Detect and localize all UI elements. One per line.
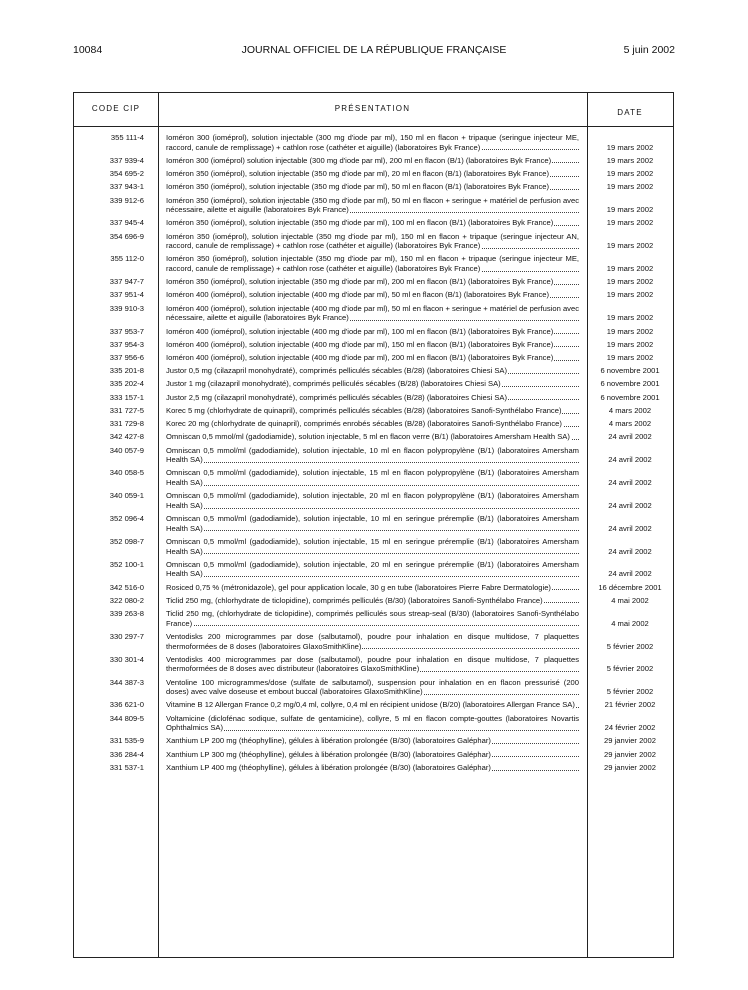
table-row: [74, 182, 673, 192]
date-cell: 19 mars 2002: [606, 218, 654, 228]
table-row: [74, 327, 673, 337]
table-row: [74, 290, 673, 300]
presentation-text: Korec 5 mg (chlorhydrate de quinapril), comprimés pelliculés sécables (B/28) (laboratoires Sanofi-Synthélabo France): [166, 405, 562, 415]
date-cell: 24 février 2002: [604, 723, 656, 733]
date-cell: 4 mai 2002: [611, 595, 649, 605]
presentation-cell: [158, 678, 587, 697]
presentation-text: Vitamine B 12 Allergan France 0,2 mg/0,4 ml, collyre, 0,4 ml en récipient unidose (B/20) (laboratoires Allergan France SA): [166, 700, 575, 710]
date-cell: 21 février 2002: [604, 700, 656, 710]
presentation-text: Ioméron 350 (ioméprol), solution injectable (350 mg d'iode par ml), 200 ml en flacon (B/1) (laboratoires Byk France): [166, 277, 554, 287]
presentation-text: Ioméron 400 (ioméprol), solution injectable (400 mg d'iode par ml), 50 ml en flacon (B/1) (laboratoires Byk France): [166, 290, 549, 300]
presentation-cell: [158, 714, 587, 733]
table-row: [74, 254, 673, 273]
page-number: 10084: [73, 44, 103, 56]
presentation-text: Omniscan 0,5 mmol/ml (gadodiamide), solution injectable, 20 ml en flacon polypropylène (B/1) (laboratoires Amersham Health SA): [166, 491, 579, 510]
presentation-cell: [158, 169, 587, 179]
presentation-cell: [158, 632, 587, 651]
cip-code: 337 943-1: [109, 182, 144, 192]
table-row: [74, 468, 673, 487]
table-row: [74, 750, 673, 760]
date-cell: 19 mars 2002: [606, 313, 654, 323]
dot-leader: [166, 508, 579, 509]
presentation-text: Ioméron 350 (ioméprol), solution injectable (350 mg d'iode par ml), 50 ml en flacon (B/1) (laboratoires Byk France): [166, 182, 549, 192]
table-row: [74, 277, 673, 287]
table-row: [74, 583, 673, 593]
dot-leader: [166, 730, 579, 731]
date-cell: 19 mars 2002: [606, 339, 654, 349]
presentation-text: Omniscan 0,5 mmol/ml (gadodiamide), solution injectable, 20 ml en seringue préremplie (B/1) (laboratoires Amersham Health SA): [166, 559, 579, 579]
table-row: [74, 156, 673, 166]
presentation-cell: [158, 290, 587, 300]
dot-leader: [166, 553, 579, 554]
header-rule: [74, 126, 673, 127]
presentation-text: Ioméron 350 (ioméprol), solution injectable (350 mg d'iode par ml), 150 ml en flacon + tripaque (seringue injecteur AN, raccord, canule de remplissage) + cathlon rose (cathéter et aiguille) (laboratoires Byk France): [166, 231, 579, 251]
table-row: [74, 736, 673, 746]
cip-code: 337 939-4: [109, 155, 144, 165]
date-cell: 5 février 2002: [606, 641, 654, 651]
table-row: [74, 379, 673, 389]
presentation-text: Ioméron 400 (ioméprol), solution injectable (400 mg d'iode par ml), 50 ml en flacon + seringue + matériel de perfusion avec nécessaire, ailette et aiguille (laboratoires Byk France): [166, 303, 579, 323]
presentation-cell: [158, 514, 587, 533]
presentation-cell: [158, 491, 587, 510]
presentation-cell: [158, 366, 587, 376]
cip-code: 352 098-7: [109, 536, 144, 546]
cip-code: 336 284-4: [109, 749, 144, 759]
presentation-text: Ioméron 300 (ioméprol) solution injectable (300 mg d'iode par ml), 200 ml en flacon (B/1) (laboratoires Byk France): [166, 155, 552, 165]
date-cell: 19 mars 2002: [606, 142, 654, 152]
cip-code: 352 100-1: [109, 559, 144, 569]
date-cell: 24 avril 2002: [608, 478, 652, 488]
presentation-text: Xanthium LP 300 mg (théophylline), gélules à libération prolongée (B/30) (laboratoires Galéphar): [166, 749, 491, 759]
presentation-cell: [158, 327, 587, 337]
presentation-cell: [158, 446, 587, 465]
presentation-cell: [158, 432, 587, 442]
date-cell: 24 avril 2002: [608, 569, 652, 579]
table-row: [74, 537, 673, 556]
date-cell: 6 novembre 2001: [600, 392, 660, 402]
cip-code: 355 112-0: [110, 254, 144, 264]
presentation-text: Korec 20 mg (chlorhydrate de quinapril), comprimés enrobés sécables (B/28) (laboratoires Sanofi-Synthélabo France): [166, 419, 562, 429]
cip-code: 331 535-9: [109, 736, 144, 746]
table-row: [74, 406, 673, 416]
dot-leader: [166, 530, 579, 531]
presentation-cell: [158, 763, 587, 773]
presentation-text: Justor 1 mg (cilazapril monohydraté), comprimés pelliculés sécables (B/28) (laboratoires Chiesi SA): [166, 379, 501, 389]
presentation-table: [73, 92, 674, 958]
presentation-text: Omniscan 0,5 mmol/ml (gadodiamide), solution injectable, 15 ml en flacon polypropylène (B/1) (laboratoires Amersham Health SA): [166, 468, 579, 488]
presentation-text: Ventodisks 400 microgrammes par dose (salbutamol), poudre pour inhalation en disque multidose, 7 plaquettes thermoformées de 8 doses avec distributeur (laboratoires GlaxoSmithKline): [166, 654, 579, 674]
presentation-text: Ventoline 100 microgrammes/dose (sulfate de salbutamol), suspension pour inhalation en en flacon pressurisé (200 doses) avec valve doseuse et embout buccal (laboratoires GlaxoSmithKline): [166, 677, 579, 697]
issue-date: 5 juin 2002: [623, 44, 675, 56]
presentation-cell: [158, 196, 587, 215]
presentation-cell: [158, 304, 587, 323]
presentation-cell: [158, 736, 587, 746]
presentation-cell: [158, 596, 587, 606]
presentation-cell: [158, 156, 587, 166]
presentation-text: Justor 0,5 mg (cilazapril monohydraté), comprimés pelliculés sécables (B/28) (laboratoires Chiesi SA): [166, 366, 508, 376]
presentation-cell: [158, 133, 587, 152]
cip-code: 344 809-5: [109, 713, 144, 723]
presentation-text: Ioméron 300 (ioméprol), solution injectable (300 mg d'iode par ml), 150 ml en flacon + tripaque (seringue injecteur ME, raccord, canule de remplissage) + cathlon rose (cathéter et aiguille) (laboratoires Byk France): [166, 133, 579, 152]
presentation-cell: [158, 353, 587, 363]
cip-code: 337 951-4: [109, 290, 144, 300]
presentation-cell: [158, 419, 587, 429]
date-cell: 6 novembre 2001: [600, 366, 660, 376]
table-row: [74, 196, 673, 215]
cip-code: 336 621-0: [109, 700, 144, 710]
presentation-text: Omniscan 0,5 mmol/ml (gadodiamide), solution injectable, 10 ml en flacon polypropylène (B/1) (laboratoires Amersham Health SA): [166, 445, 579, 465]
date-cell: 24 avril 2002: [608, 523, 652, 533]
presentation-cell: [158, 232, 587, 251]
presentation-cell: [158, 340, 587, 350]
presentation-cell: [158, 406, 587, 416]
presentation-cell: [158, 254, 587, 273]
presentation-text: Xanthium LP 200 mg (théophylline), gélules à libération prolongée (B/30) (laboratoires Galéphar): [166, 736, 491, 746]
date-cell: 19 mars 2002: [606, 264, 654, 274]
date-cell: 19 mars 2002: [606, 277, 654, 287]
presentation-text: Ioméron 350 (ioméprol), solution injectable (350 mg d'iode par ml), 50 ml en flacon + seringue + matériel de perfusion avec nécessaire, ailette et aiguille (laboratoires Byk France): [166, 195, 579, 215]
table-row: [74, 304, 673, 323]
presentation-cell: [158, 560, 587, 579]
table-row: [74, 632, 673, 651]
date-cell: 19 mars 2002: [606, 155, 654, 165]
cip-code: 331 729-8: [109, 419, 144, 429]
presentation-cell: [158, 609, 587, 628]
table-row: [74, 714, 673, 733]
cip-code: 337 956-6: [109, 353, 144, 363]
presentation-text: Ioméron 350 (ioméprol), solution injectable (350 mg d'iode par ml), 100 ml en flacon (B/1) (laboratoires Byk France): [166, 218, 554, 228]
date-cell: 24 avril 2002: [608, 455, 652, 465]
cip-code: 331 727-5: [109, 405, 144, 415]
journal-title: JOURNAL OFFICIEL DE LA RÉPUBLIQUE FRANÇAISE: [241, 44, 507, 56]
table-row: [74, 218, 673, 228]
table-body: [74, 133, 673, 776]
presentation-cell: [158, 277, 587, 287]
date-cell: 24 avril 2002: [608, 432, 652, 442]
table-row: [74, 353, 673, 363]
presentation-cell: [158, 218, 587, 228]
date-cell: 29 janvier 2002: [604, 736, 656, 746]
cip-code: 354 695-2: [109, 169, 144, 179]
cip-code: 333 157-1: [109, 392, 144, 402]
presentation-text: Ioméron 400 (ioméprol), solution injectable (400 mg d'iode par ml), 200 ml en flacon (B/1) (laboratoires Byk France): [166, 353, 554, 363]
cip-code: 354 696-9: [109, 231, 144, 241]
presentation-cell: [158, 379, 587, 389]
cip-code: 344 387-3: [109, 677, 144, 687]
presentation-text: Ioméron 350 (ioméprol), solution injectable (350 mg d'iode par ml), 20 ml en flacon (B/1) (laboratoires Byk France): [166, 169, 549, 179]
date-cell: 19 mars 2002: [606, 326, 654, 336]
table-row: [74, 169, 673, 179]
cip-code: 337 945-4: [109, 218, 144, 228]
date-cell: 19 mars 2002: [606, 169, 654, 179]
date-cell: 5 février 2002: [606, 664, 654, 674]
cip-code: 331 537-1: [109, 762, 144, 772]
page-header: [73, 44, 675, 62]
date-cell: 19 mars 2002: [606, 205, 654, 215]
table-row: [74, 560, 673, 579]
table-row: [74, 133, 673, 152]
presentation-cell: [158, 750, 587, 760]
column-header-date: DATE: [617, 108, 643, 117]
cip-code: 337 954-3: [109, 339, 144, 349]
presentation-text: Omniscan 0,5 mmol/ml (gadodiamide), solution injectable, 5 ml en flacon verre (B/1) (laboratoires Amersham Health SA): [166, 432, 570, 442]
table-row: [74, 763, 673, 773]
cip-code: 352 096-4: [109, 514, 144, 524]
table-row: [74, 366, 673, 376]
cip-code: 339 263-8: [109, 609, 144, 619]
presentation-cell: [158, 700, 587, 710]
date-cell: 24 avril 2002: [608, 546, 652, 556]
cip-code: 330 301-4: [109, 654, 144, 664]
date-cell: 29 janvier 2002: [604, 762, 656, 772]
date-cell: 29 janvier 2002: [604, 749, 656, 759]
presentation-text: Ioméron 350 (ioméprol), solution injectable (350 mg d'iode par ml), 150 ml en flacon + tripaque (seringue injecteur ME, raccord, canule de remplissage) + cathlon rose (cathéter et aiguille) (laboratoires Byk France): [166, 254, 579, 274]
presentation-text: Omniscan 0,5 mmol/ml (gadodiamide), solution injectable, 15 ml en seringue préremplie (B/1) (laboratoires Amersham Health SA): [166, 536, 579, 556]
date-cell: 19 mars 2002: [606, 241, 654, 251]
table-row: [74, 609, 673, 628]
column-header-presentation: PRÉSENTATION: [334, 104, 411, 113]
date-cell: 4 mars 2002: [608, 405, 652, 415]
cip-code: 339 910-3: [109, 303, 144, 313]
date-cell: 4 mars 2002: [608, 419, 652, 429]
dot-leader: [166, 462, 579, 463]
column-header-code: CODE CIP: [91, 104, 141, 113]
cip-code: 330 297-7: [109, 631, 144, 641]
presentation-text: Ventodisks 200 microgrammes par dose (salbutamol), poudre pour inhalation en disque multidose, 7 plaquettes thermoformées de 8 doses (laboratoires GlaxoSmithKline): [166, 631, 579, 651]
cip-code: 322 080-2: [109, 595, 144, 605]
presentation-text: Ticlid 250 mg, (chlorhydrate de ticlopidine), comprimés pelliculés (B/30) (laboratoires Sanofi-Synthélabo France): [166, 595, 543, 605]
date-cell: 6 novembre 2001: [600, 379, 660, 389]
cip-code: 339 912-6: [109, 195, 144, 205]
table-row: [74, 596, 673, 606]
cip-code: 337 953-7: [109, 326, 144, 336]
date-cell: 19 mars 2002: [606, 290, 654, 300]
presentation-cell: [158, 393, 587, 403]
presentation-text: Ioméron 400 (ioméprol), solution injectable (400 mg d'iode par ml), 100 ml en flacon (B/1) (laboratoires Byk France): [166, 326, 554, 336]
dot-leader: [166, 576, 579, 577]
table-row: [74, 446, 673, 465]
table-row: [74, 340, 673, 350]
table-row: [74, 700, 673, 710]
table-row: [74, 514, 673, 533]
presentation-cell: [158, 583, 587, 593]
presentation-cell: [158, 537, 587, 556]
cip-code: 340 057-9: [109, 445, 144, 455]
presentation-text: Justor 2,5 mg (cilazapril monohydraté), comprimés pelliculés sécables (B/28) (laboratoires Chiesi SA): [166, 392, 508, 402]
dot-leader: [166, 625, 579, 626]
presentation-cell: [158, 182, 587, 192]
presentation-text: Ioméron 400 (ioméprol), solution injectable (400 mg d'iode par ml), 150 ml en flacon (B/1) (laboratoires Byk France): [166, 339, 554, 349]
table-row: [74, 232, 673, 251]
cip-code: 335 201-8: [109, 366, 144, 376]
date-cell: 19 mars 2002: [606, 353, 654, 363]
presentation-cell: [158, 655, 587, 674]
table-row: [74, 393, 673, 403]
date-cell: 24 avril 2002: [608, 500, 652, 510]
table-row: [74, 432, 673, 442]
cip-code: 342 427-8: [109, 432, 144, 442]
presentation-text: Xanthium LP 400 mg (théophylline), gélules à libération prolongée (B/30) (laboratoires Galéphar): [166, 762, 491, 772]
date-cell: 5 février 2002: [606, 687, 654, 697]
date-cell: 4 mai 2002: [611, 618, 649, 628]
cip-code: 355 111-4: [110, 133, 144, 142]
table-row: [74, 491, 673, 510]
date-cell: 19 mars 2002: [606, 182, 654, 192]
presentation-text: Ticlid 250 mg, (chlorhydrate de ticlopidine), comprimés pelliculés sous streap-seal (B/30) (laboratoires Sanofi-Synthélabo France): [166, 609, 579, 628]
cip-code: 340 059-1: [109, 491, 144, 501]
presentation-text: Omniscan 0,5 mmol/ml (gadodiamide), solution injectable, 10 ml en seringue préremplie (B/1) (laboratoires Amersham Health SA): [166, 514, 579, 533]
cip-code: 337 947-7: [109, 277, 144, 287]
presentation-cell: [158, 468, 587, 487]
table-row: [74, 655, 673, 674]
presentation-text: Rosiced 0,75 % (métronidazole), gel pour application locale, 30 g en tube (laboratoires Pierre Fabre Dermatologie): [166, 582, 551, 592]
cip-code: 342 516-0: [109, 582, 144, 592]
cip-code: 340 058-5: [109, 468, 144, 478]
cip-code: 335 202-4: [109, 379, 144, 389]
table-row: [74, 419, 673, 429]
table-row: [74, 678, 673, 697]
presentation-text: Voltamicine (diclofénac sodique, sulfate de gentamicine), collyre, 5 ml en flacon compte-gouttes (laboratoires Novartis Ophthalmics SA): [166, 713, 579, 733]
dot-leader: [166, 485, 579, 486]
date-cell: 16 décembre 2001: [598, 582, 662, 592]
